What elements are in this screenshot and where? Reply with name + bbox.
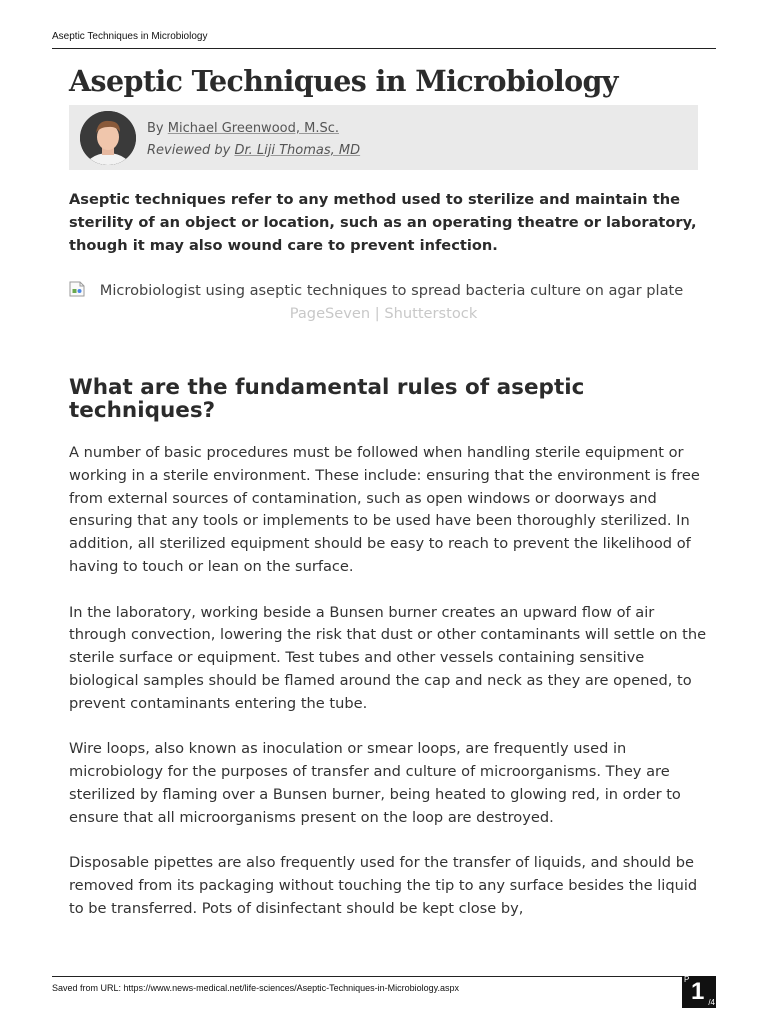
reviewed-prefix: Reviewed by <box>147 143 231 158</box>
page-letter: P <box>684 975 690 984</box>
author-avatar <box>80 111 136 165</box>
lead-paragraph: Aseptic techniques refer to any method used to sterilize and maintain the sterility of an object or location, such as an operating theatre or laboratory, though it may also wound care to prevent infection. <box>69 191 697 254</box>
page-number: 1 <box>691 978 705 1005</box>
reviewer-line <box>147 140 360 162</box>
article-title: Aseptic Techniques in Microbiology <box>69 64 618 98</box>
body-paragraph: A number of basic procedures must be followed when handling sterile equipment or working in a sterile environment. These include: ensuring that the environment is free from external sources of contamination, such as open windows or doorways and ensuring that any tools or implements to be used have been thoroughly sterilized. In addition, all sterilized equipment should be easy to reach to prevent the likelihood of having to touch or lean on the surface. <box>69 444 700 575</box>
saved-from-label: Saved from URL: <box>52 983 122 993</box>
body-paragraph: In the laboratory, working beside a Bunsen burner creates an upward flow of air through convection, lowering the risk that dust or other contaminants will settle on the sterile surface or equipment. Test tubes and other vessels containing sensitive biological samples should be flamed around the cap and neck as they are opened, to prevent contaminants entering the tube. <box>69 603 707 712</box>
figure-alt-caption: Microbiologist using aseptic techniques to spread bacteria culture on agar plate <box>99 282 684 299</box>
page-total: /4 <box>708 998 715 1007</box>
author-line <box>147 118 360 140</box>
broken-image-icon <box>69 281 85 297</box>
article-figure <box>69 280 698 326</box>
running-header <box>52 31 716 49</box>
page-number-badge <box>682 976 716 1008</box>
by-prefix: By <box>147 121 164 136</box>
section-heading: What are the fundamental rules of aseptic techniques? <box>69 375 585 423</box>
article-body <box>69 442 709 944</box>
author-link[interactable]: Michael Greenwood, M.Sc. <box>167 121 339 136</box>
body-paragraph: Disposable pipettes are also frequently used for the transfer of liquids, and should be removed from its packaging without touching the tip to any surface besides the liquid to be transferred. Pots of disinfectant should be kept close by, <box>69 854 698 917</box>
byline-box <box>69 105 698 170</box>
page-footer <box>52 976 716 993</box>
figure-credit: PageSeven | Shutterstock <box>289 304 478 322</box>
byline-text <box>147 118 360 162</box>
reviewer-link[interactable]: Dr. Liji Thomas, MD <box>234 143 361 158</box>
source-url-link[interactable]: https://www.news-medical.net/life-sciences/Aseptic-Techniques-in-Microbiology.aspx <box>123 983 460 993</box>
body-paragraph: Wire loops, also known as inoculation or smear loops, are frequently used in microbiology for the purposes of transfer and culture of microorganisms. They are sterilized by flaming over a Bunsen burner, being heated to glowing red, in order to ensure that all microorganisms present on the loop are destroyed. <box>69 740 681 826</box>
running-header-title: Aseptic Techniques in Microbiology <box>52 31 208 42</box>
